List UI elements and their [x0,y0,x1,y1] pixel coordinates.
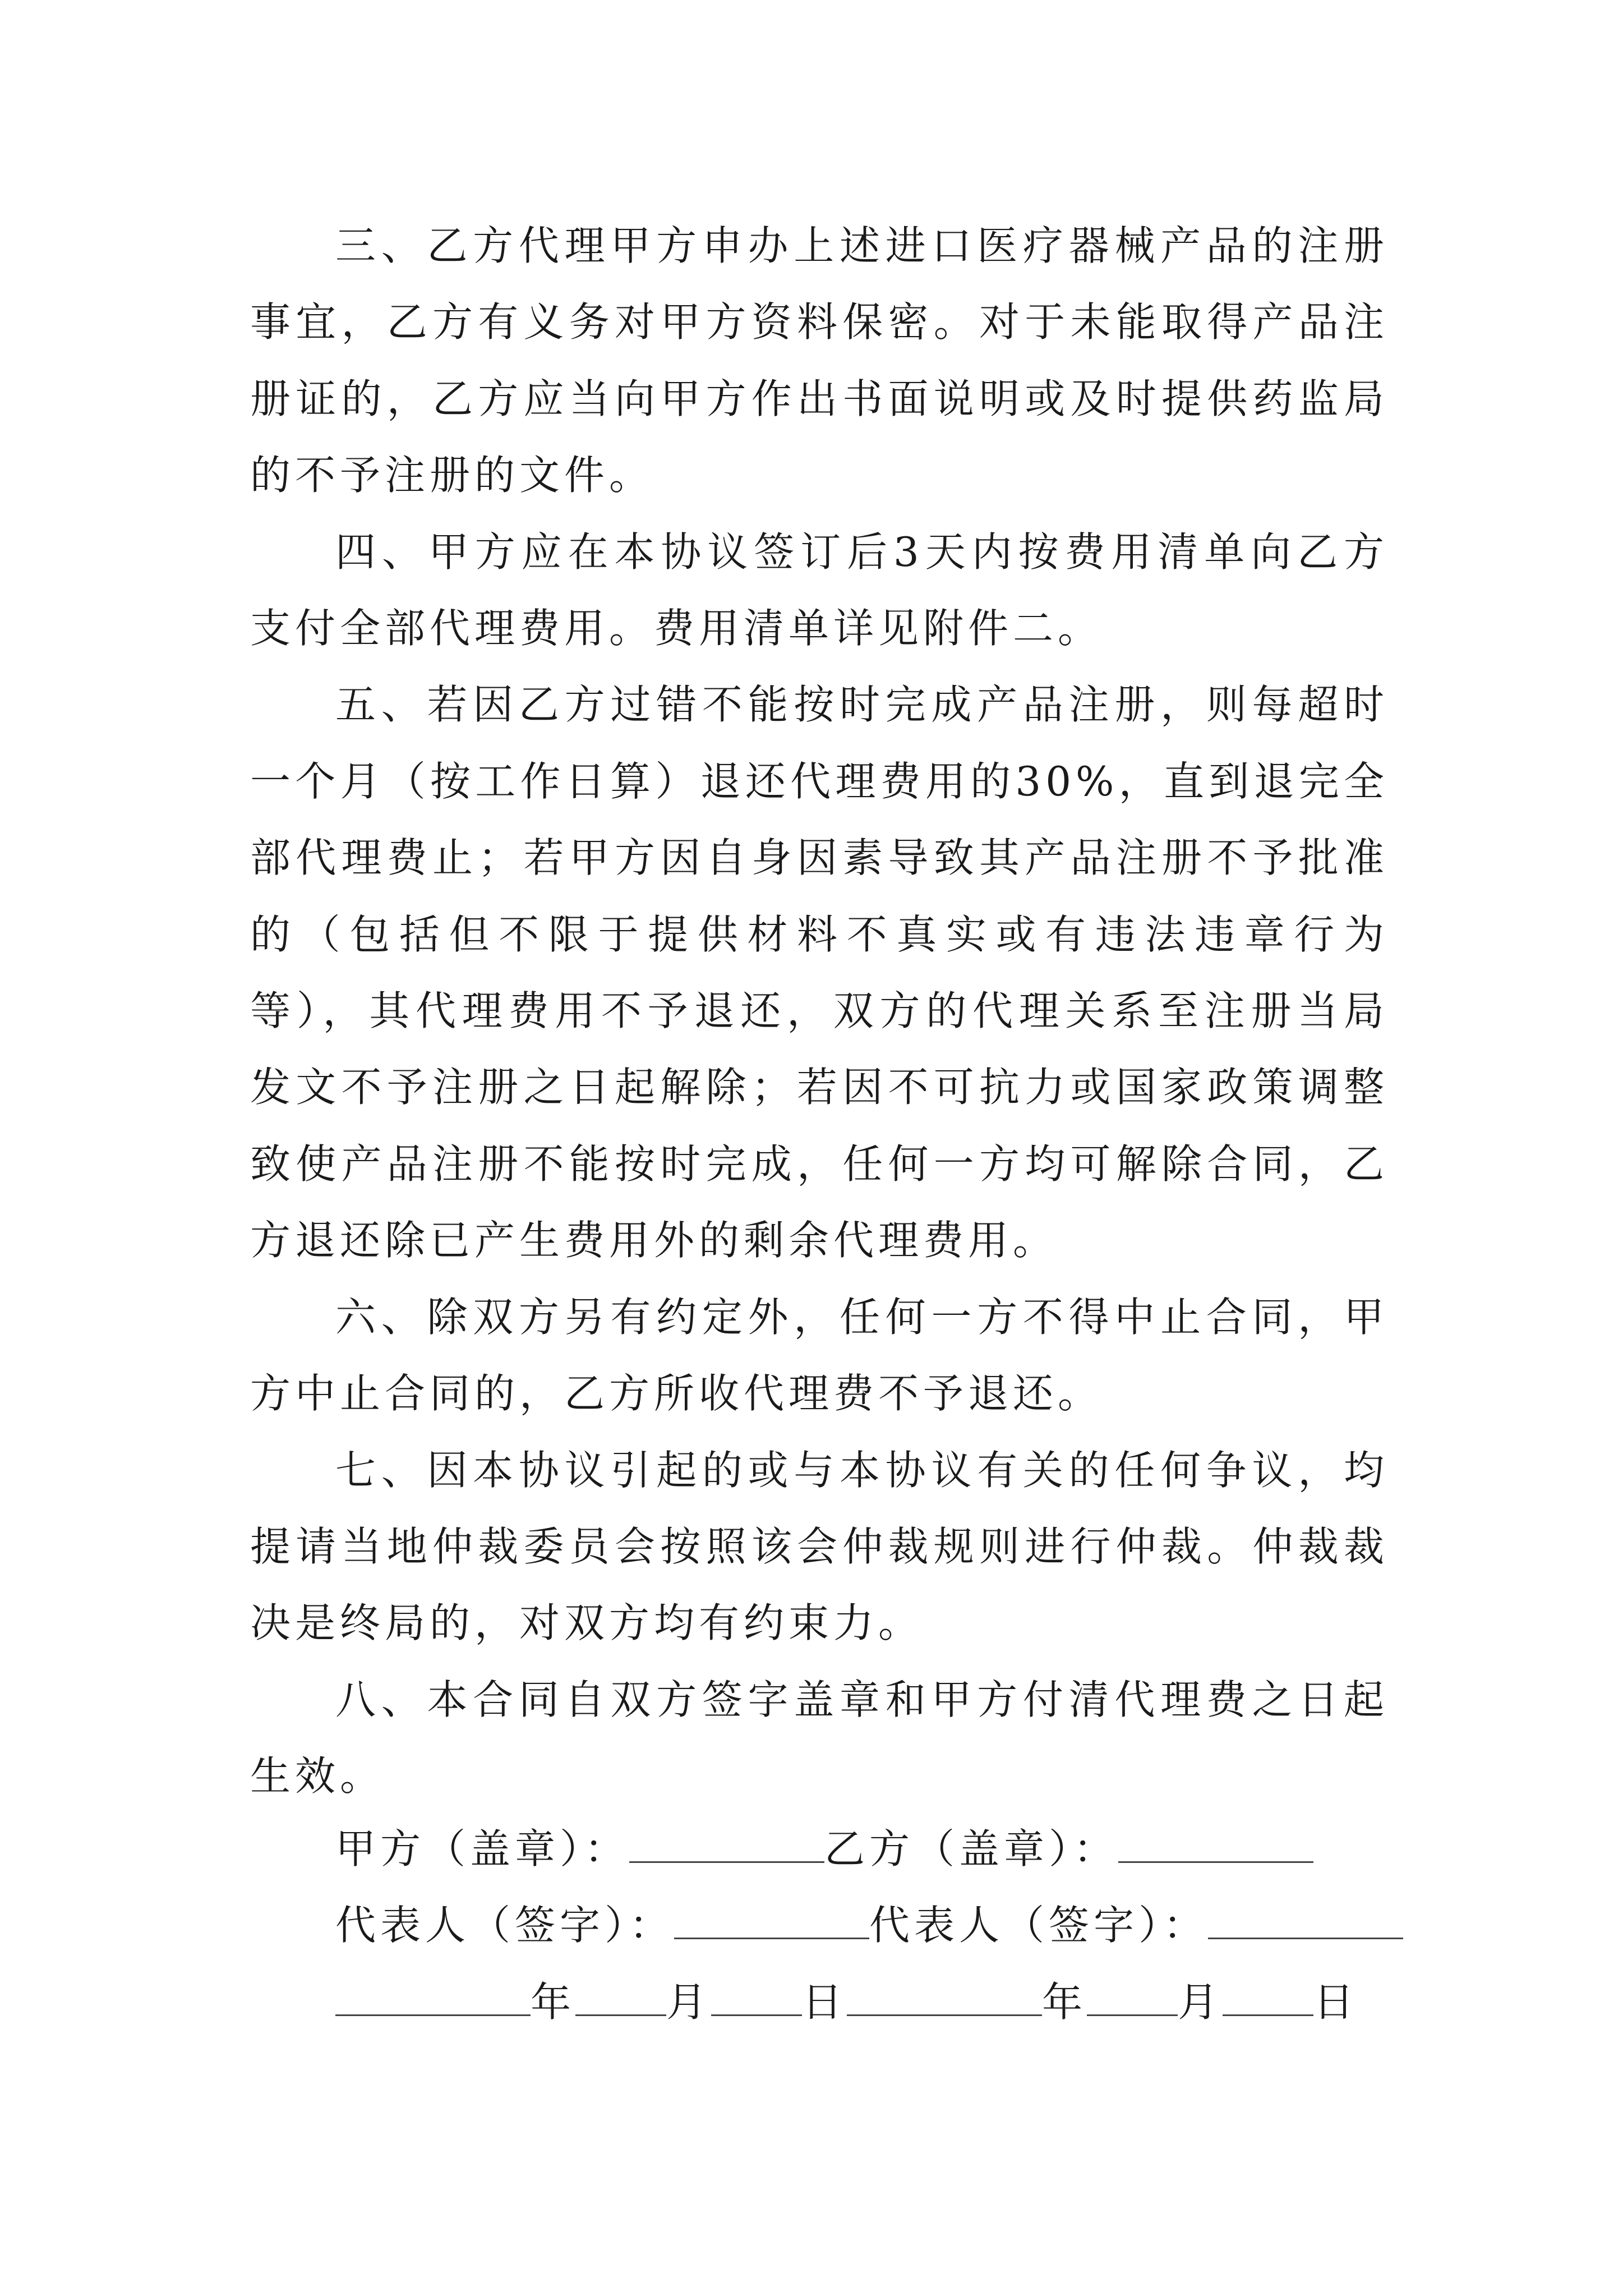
contract-body [250,208,1389,1815]
date-b-year-label: 年 [1042,1978,1087,2026]
date-b-day-label: 日 [1313,1978,1359,2026]
clause-3: 三、乙方代理甲方申办上述进口医疗器械产品的注册事宜，乙方有义务对甲方资料保密。对于未能取得产品注册证的，乙方应当向甲方作出书面说明或及时提供药监局的不予注册的文件。 [250,222,1389,499]
rep-a-sign-blank[interactable] [674,1903,869,1939]
rep-a-sign-label: 代表人（签字）： [335,1902,675,1949]
clause-6: 六、除双方另有约定外，任何一方不得中止合同，甲方中止合同的，乙方所收代理费不予退还。 [250,1293,1389,1418]
date-a-month-blank[interactable] [575,1980,666,2016]
rep-b-sign-blank[interactable] [1208,1903,1403,1939]
clause-8: 八、本合同自双方签字盖章和甲方付清代理费之日起生效。 [250,1676,1389,1800]
party-b-seal-blank[interactable] [1118,1826,1313,1863]
date-b-day-blank[interactable] [1223,1980,1313,2016]
date-b-year-blank[interactable] [847,1980,1042,2016]
date-b-month-label: 月 [1178,1978,1223,2026]
clause-4: 四、甲方应在本协议签订后3天内按费用清单向乙方支付全部代理费用。费用清单详见附件二。 [250,528,1389,652]
date-a-year-blank[interactable] [335,1980,531,2016]
rep-b-sign-label: 代表人（签字）： [869,1902,1209,1949]
date-a-day-label: 日 [802,1978,847,2026]
representative-line [335,1887,1401,1963]
date-a-month-label: 月 [666,1978,712,2026]
clause-7: 七、因本协议引起的或与本协议有关的任何争议，均提请当地仲裁委员会按照该会仲裁规则进行仲裁。仲裁裁决是终局的，对双方均有约束力。 [250,1446,1389,1647]
party-b-seal-label: 乙方（盖章）： [824,1825,1119,1872]
date-b-month-blank[interactable] [1087,1980,1178,2016]
date-a-day-blank[interactable] [711,1980,802,2016]
seal-line [335,1811,1401,1887]
signature-block [335,1811,1401,2040]
clause-5: 五、若因乙方过错不能按时完成产品注册，则每超时一个月（按工作日算）退还代理费用的30%，直到退完全部代理费止；若甲方因自身因素导致其产品注册不予批准的（包括但不限于提供材料不真实或有违法违章行为等），其代理费用不予退还，双方的代理关系至注册当局发文不予注册之日起解除；若因不可抗力或国家政策调整致使产品注册不能按时完成，任何一方均可解除合同，乙方退还除已产生费用外的剩余代理费用。 [250,681,1389,1264]
party-a-seal-blank[interactable] [629,1826,824,1863]
party-a-seal-label: 甲方（盖章）： [335,1825,630,1872]
date-line [335,1964,1401,2040]
date-a-year-label: 年 [531,1978,576,2026]
